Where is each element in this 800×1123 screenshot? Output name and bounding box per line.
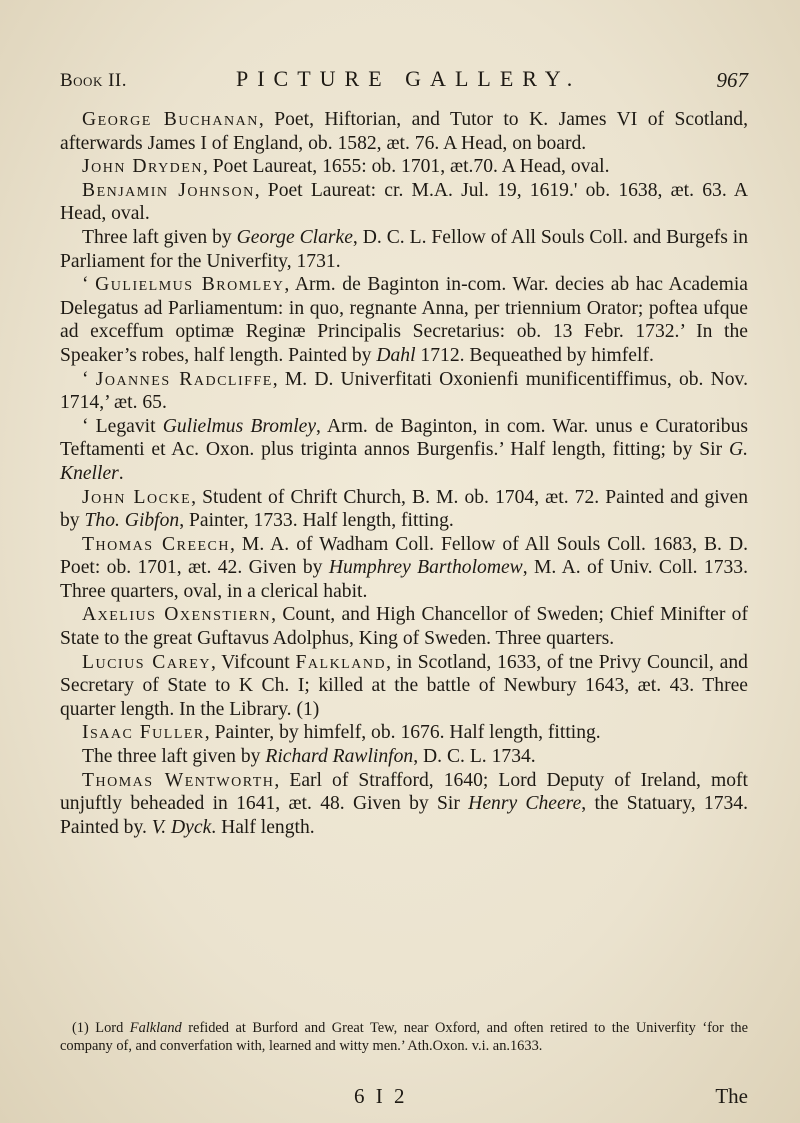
- entry-text: , M. D. Univerfitati Oxonienfi munificentiffimus, ob. Nov. 1714,’ æt. 65.: [60, 368, 748, 414]
- entry-radcliffe: [60, 368, 748, 415]
- entry-name: Thomas Creech: [82, 533, 230, 555]
- entry-text: , M. A. of Wadham Coll. Fellow of All Souls Coll. 1683, B. D. Poet: ob. 1701, æt. 42. Given by: [60, 533, 748, 579]
- entry-text: , Poet, Hiftorian, and Tutor to K. James VI of Scotland, afterwards James I of England, ob. 1582, æt. 76. A Head, on board.: [60, 109, 748, 154]
- entry-text: .: [118, 462, 124, 484]
- painter-name: V. Dyck: [151, 816, 212, 838]
- entry-rawlinson-donation: [60, 745, 748, 769]
- entry-name: Joannes Radcliffe: [95, 368, 273, 390]
- catchword: The: [715, 1084, 748, 1108]
- entry-text: , M. A. of Univ. Coll. 1733. Three quarters, oval, in a clerical habit.: [60, 557, 749, 602]
- entry-text: , Painter, by himfelf, ob. 1676. Half length, fitting.: [204, 722, 601, 744]
- donor-name: Humphrey Bartholomew: [328, 557, 523, 579]
- entry-bromley: [60, 273, 748, 367]
- entry-name: Benjamin Johnson: [82, 179, 255, 201]
- entry-text: The three laft given by: [82, 746, 266, 768]
- entry-falkland: [60, 651, 748, 722]
- entry-wentworth: [60, 769, 748, 840]
- donor-name: Gulielmus Bromley: [162, 415, 317, 437]
- entry-text: 1712. Bequeathed by himfelf.: [415, 344, 654, 366]
- running-title: PICTURE GALLERY.: [236, 66, 582, 91]
- entry-text: , D. C. L. Fellow of All Souls Coll. and Burgefs in Parliament for the Univerfity, 1731.: [60, 226, 749, 272]
- entry-name: John Dryden: [82, 156, 203, 178]
- painter-name: Dahl: [376, 344, 416, 366]
- entry-text: , Student of Chrift Church, B. M. ob. 1704, æt. 72. Painted and given by: [60, 486, 748, 532]
- entry-dryden: [60, 155, 748, 179]
- entry-text: Three laft given by: [82, 226, 237, 248]
- entry-name: Lucius Carey: [82, 651, 211, 673]
- entry-text: , Vifcount: [210, 651, 296, 673]
- entry-clarke-donation: [60, 226, 748, 273]
- entry-creech: [60, 533, 748, 604]
- entry-title-name: Falkland: [295, 651, 387, 673]
- footnote-place: Falkland: [129, 1020, 182, 1036]
- entry-text: , Count, and High Chancellor of Sweden; Chief Minifter of State to the great Guftavus Adolphus, King of Sweden. Three quarters.: [60, 604, 748, 650]
- entry-text: ‘: [82, 274, 96, 296]
- entry-text: , the Statuary, 1734. Painted by.: [60, 793, 748, 838]
- entry-fuller: [60, 721, 748, 745]
- entry-text: , Poet Laureat: cr. M.A. Jul. 19, 1619.' ob. 1638, æt. 63. A Head, oval.: [60, 179, 748, 225]
- entry-text: , D. C. L. 1734.: [413, 746, 536, 768]
- page-number: 967: [716, 68, 748, 92]
- entry-text: ‘: [82, 368, 96, 390]
- catalogue-body: [60, 108, 748, 839]
- signature-mark: 6 I 2: [354, 1084, 408, 1108]
- footnote-text: refided at Burford and Great Tew, near Oxford, and often retired to the Univerfity ‘for the company of, and converfation with, learned and witty men.’ Ath.Oxon. v.i. an.1633.: [60, 1020, 748, 1054]
- entry-name: John Locke: [82, 486, 192, 508]
- book-label: Book II.: [60, 70, 127, 91]
- entry-text: , Arm. de Baginton, in com. War. unus e Curatoribus Teftamenti et Ac. Oxon. plus triginta annos Burgenfis.’ Half length, fitting; by Sir: [60, 415, 748, 461]
- entry-text: , Poet Laureat, 1655: ob. 1701, æt.70. A Head, oval.: [202, 156, 610, 178]
- running-header: [60, 66, 748, 96]
- entry-text: , Earl of Strafford, 1640; Lord Deputy of Ireland, moft unjuftly beheaded in 1641, æt. 48. Given by Sir: [60, 769, 748, 815]
- entry-oxenstiern: [60, 603, 748, 650]
- entry-text: , in Scotland, 1633, of tne Privy Council, and Secretary of State to K Ch. I; killed at the battle of Newbury 1643, æt. 43. Three quarter length. In the Library. (1): [60, 651, 748, 720]
- entry-buchanan: [60, 108, 748, 155]
- entry-name: George Buchanan: [82, 109, 259, 130]
- entry-text: ‘ Legavit: [82, 415, 163, 437]
- page-footer: [60, 1084, 748, 1114]
- entry-locke: [60, 486, 748, 533]
- donor-name: Richard Rawlinfon: [265, 746, 414, 768]
- footnote: [60, 1019, 748, 1055]
- entry-name: Thomas Wentworth: [82, 769, 275, 791]
- entry-text: , Painter, 1733. Half length, fitting.: [179, 510, 454, 532]
- painter-name: Tho. Gibfon: [84, 510, 180, 532]
- footnote-marker: (1) Lord: [72, 1020, 130, 1036]
- entry-johnson: [60, 179, 748, 226]
- entry-radcliffe-legacy: [60, 415, 748, 486]
- painter-name: G. Kneller: [60, 439, 748, 484]
- entry-name: Axelius Oxenstiern: [82, 604, 272, 626]
- donor-name: George Clarke: [236, 226, 353, 248]
- donor-name: Henry Cheere: [468, 793, 582, 815]
- entry-name: Isaac Fuller: [82, 722, 205, 744]
- entry-name: Gulielmus Bromley: [95, 274, 285, 296]
- entry-text: , Arm. de Baginton in-com. War. decies ab hac Academia Delegatus ad Parliamentum: in quo, regnante Anna, per triennium Orator; poftea ufque ad exceffum optimæ Reginæ Principalis Secretarius: ob. 13 Febr. 1732.’ In the Speaker’s robes, half length. Painted by: [60, 274, 748, 366]
- entry-text: . Half length.: [211, 816, 315, 838]
